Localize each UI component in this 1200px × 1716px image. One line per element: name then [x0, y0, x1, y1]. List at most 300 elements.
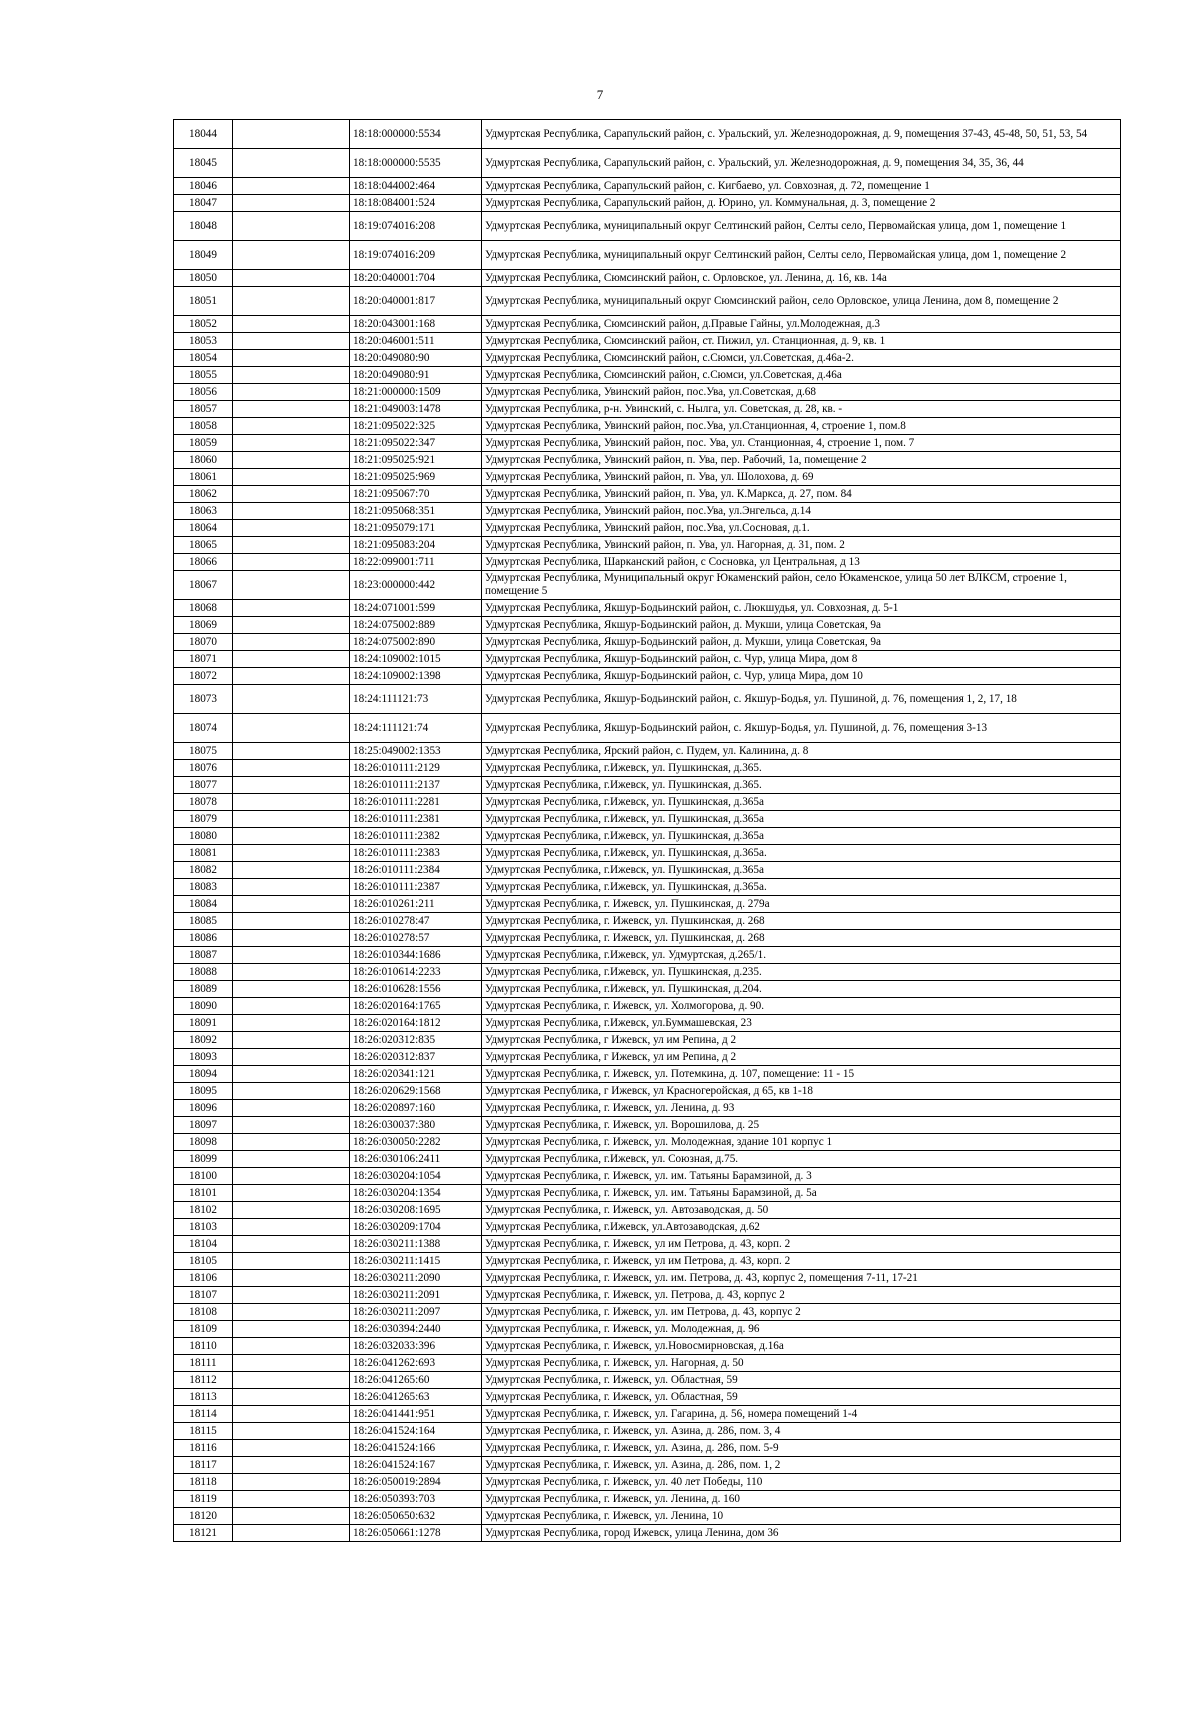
cadastral-number: 18:26:030209:1704: [350, 1219, 482, 1236]
row-number: 18053: [174, 333, 233, 350]
cadastral-number: 18:20:049080:90: [350, 350, 482, 367]
address: Удмуртская Республика, г. Ижевск, ул. им. Татьяны Барамзиной, д. 3: [482, 1168, 1121, 1185]
row-number: 18086: [174, 930, 233, 947]
cadastral-number: 18:26:030204:1054: [350, 1168, 482, 1185]
address: Удмуртская Республика, Сюмсинский район, ст. Пижил, ул. Станционная, д. 9, кв. 1: [482, 333, 1121, 350]
table-row: [174, 879, 1121, 896]
row-number: 18093: [174, 1049, 233, 1066]
row-number: 18061: [174, 469, 233, 486]
address: Удмуртская Республика, г. Ижевск, ул. Областная, 59: [482, 1372, 1121, 1389]
empty-cell: [233, 149, 350, 178]
cadastral-number: 18:18:000000:5534: [350, 120, 482, 149]
address: Удмуртская Республика, г.Ижевск, ул. Пушкинская, д.365.: [482, 760, 1121, 777]
table-row: [174, 178, 1121, 195]
address: Удмуртская Республика, г. Ижевск, ул. Молодежная, д. 96: [482, 1321, 1121, 1338]
address: Удмуртская Республика, г.Ижевск, ул. Пушкинская, д.365а: [482, 862, 1121, 879]
address: Удмуртская Республика, г.Ижевск, ул.Буммашевская, 23: [482, 1015, 1121, 1032]
row-number: 18109: [174, 1321, 233, 1338]
empty-cell: [233, 668, 350, 685]
row-number: 18044: [174, 120, 233, 149]
address: Удмуртская Республика, Якшур-Бодьинский район, с. Люкшудья, ул. Совхозная, д. 5-1: [482, 600, 1121, 617]
empty-cell: [233, 879, 350, 896]
address: Удмуртская Республика, г. Ижевск, ул. Ворошилова, д. 25: [482, 1117, 1121, 1134]
empty-cell: [233, 120, 350, 149]
cadastral-number: 18:26:010111:2383: [350, 845, 482, 862]
empty-cell: [233, 685, 350, 714]
cadastral-number: 18:26:020312:835: [350, 1032, 482, 1049]
cadastral-number: 18:26:050019:2894: [350, 1474, 482, 1491]
empty-cell: [233, 1423, 350, 1440]
row-number: 18110: [174, 1338, 233, 1355]
table-row: [174, 714, 1121, 743]
property-table: [173, 119, 1121, 1542]
row-number: 18105: [174, 1253, 233, 1270]
row-number: 18073: [174, 685, 233, 714]
row-number: 18079: [174, 811, 233, 828]
row-number: 18098: [174, 1134, 233, 1151]
address: Удмуртская Республика, г. Ижевск, ул. Ленина, д. 93: [482, 1100, 1121, 1117]
empty-cell: [233, 1134, 350, 1151]
row-number: 18096: [174, 1100, 233, 1117]
address: Удмуртская Республика, Якшур-Бодьинский район, с. Якшур-Бодья, ул. Пушиной, д. 76, помещения 1, 2, 17, 18: [482, 685, 1121, 714]
row-number: 18117: [174, 1457, 233, 1474]
table-row: [174, 743, 1121, 760]
cadastral-number: 18:26:030106:2411: [350, 1151, 482, 1168]
cadastral-number: 18:21:095025:969: [350, 469, 482, 486]
address: Удмуртская Республика, г.Ижевск, ул. Пушкинская, д.365.: [482, 777, 1121, 794]
table-row: [174, 913, 1121, 930]
row-number: 18080: [174, 828, 233, 845]
address: Удмуртская Республика, г. Ижевск, ул. Гагарина, д. 56, номера помещений 1-4: [482, 1406, 1121, 1423]
table-row: [174, 1440, 1121, 1457]
cadastral-number: 18:22:099001:711: [350, 554, 482, 571]
row-number: 18081: [174, 845, 233, 862]
cadastral-number: 18:26:010111:2382: [350, 828, 482, 845]
table-row: [174, 1202, 1121, 1219]
table-row: [174, 120, 1121, 149]
cadastral-number: 18:26:020164:1765: [350, 998, 482, 1015]
table-row: [174, 1151, 1121, 1168]
table-row: [174, 418, 1121, 435]
empty-cell: [233, 1491, 350, 1508]
cadastral-number: 18:21:095067:70: [350, 486, 482, 503]
cadastral-number: 18:21:000000:1509: [350, 384, 482, 401]
row-number: 18118: [174, 1474, 233, 1491]
empty-cell: [233, 743, 350, 760]
cadastral-number: 18:24:109002:1398: [350, 668, 482, 685]
empty-cell: [233, 651, 350, 668]
address: Удмуртская Республика, г. Ижевск, ул. Ленина, 10: [482, 1508, 1121, 1525]
cadastral-number: 18:26:010111:2137: [350, 777, 482, 794]
table-row: [174, 270, 1121, 287]
table-row: [174, 1185, 1121, 1202]
address: Удмуртская Республика, г. Ижевск, ул. Нагорная, д. 50: [482, 1355, 1121, 1372]
address: Удмуртская Республика, Увинский район, пос.Ува, ул.Станционная, 4, строение 1, пом.8: [482, 418, 1121, 435]
empty-cell: [233, 1338, 350, 1355]
table-row: [174, 1457, 1121, 1474]
empty-cell: [233, 1066, 350, 1083]
table-row: [174, 760, 1121, 777]
cadastral-number: 18:26:020312:837: [350, 1049, 482, 1066]
table-row: [174, 1508, 1121, 1525]
table-row: [174, 1389, 1121, 1406]
row-number: 18082: [174, 862, 233, 879]
address: Удмуртская Республика, Якшур-Бодьинский район, с. Якшур-Бодья, ул. Пушиной, д. 76, помещения 3-13: [482, 714, 1121, 743]
table-row: [174, 1474, 1121, 1491]
table-row: [174, 777, 1121, 794]
empty-cell: [233, 1270, 350, 1287]
empty-cell: [233, 503, 350, 520]
cadastral-number: 18:26:030211:1415: [350, 1253, 482, 1270]
table-row: [174, 1423, 1121, 1440]
row-number: 18115: [174, 1423, 233, 1440]
table-row: [174, 149, 1121, 178]
cadastral-number: 18:26:010111:2384: [350, 862, 482, 879]
row-number: 18072: [174, 668, 233, 685]
address: Удмуртская Республика, Якшур-Бодьинский район, д. Мукши, улица Советская, 9а: [482, 634, 1121, 651]
empty-cell: [233, 714, 350, 743]
table-row: [174, 1117, 1121, 1134]
row-number: 18075: [174, 743, 233, 760]
address: Удмуртская Республика, Якшур-Бодьинский район, с. Чур, улица Мира, дом 8: [482, 651, 1121, 668]
address: Удмуртская Республика, Увинский район, пос.Ува, ул.Сосновая, д.1.: [482, 520, 1121, 537]
table-row: [174, 554, 1121, 571]
table-body: [174, 120, 1121, 1542]
row-number: 18068: [174, 600, 233, 617]
empty-cell: [233, 333, 350, 350]
address: Удмуртская Республика, г. Ижевск, ул. Азина, д. 286, пом. 3, 4: [482, 1423, 1121, 1440]
table-row: [174, 964, 1121, 981]
row-number: 18120: [174, 1508, 233, 1525]
cadastral-number: 18:26:041441:951: [350, 1406, 482, 1423]
table-row: [174, 651, 1121, 668]
empty-cell: [233, 1032, 350, 1049]
row-number: 18052: [174, 316, 233, 333]
empty-cell: [233, 1525, 350, 1542]
empty-cell: [233, 600, 350, 617]
cadastral-number: 18:18:044002:464: [350, 178, 482, 195]
table-row: [174, 617, 1121, 634]
row-number: 18101: [174, 1185, 233, 1202]
row-number: 18100: [174, 1168, 233, 1185]
cadastral-number: 18:21:095079:171: [350, 520, 482, 537]
address: Удмуртская Республика, г. Ижевск, ул. Холмогорова, д. 90.: [482, 998, 1121, 1015]
address: Удмуртская Республика, г Ижевск, ул им Репина, д 2: [482, 1049, 1121, 1066]
table-row: [174, 600, 1121, 617]
address: Удмуртская Республика, г. Ижевск, ул им Петрова, д. 43, корп. 2: [482, 1253, 1121, 1270]
row-number: 18108: [174, 1304, 233, 1321]
row-number: 18085: [174, 913, 233, 930]
empty-cell: [233, 1185, 350, 1202]
address: Удмуртская Республика, Муниципальный округ Юкаменский район, село Юкаменское, улица 50 лет ВЛКСМ, строение 1, помещение 5: [482, 571, 1121, 600]
empty-cell: [233, 571, 350, 600]
address: Удмуртская Республика, г.Ижевск, ул. Пушкинская, д.365а.: [482, 845, 1121, 862]
empty-cell: [233, 794, 350, 811]
empty-cell: [233, 896, 350, 913]
table-row: [174, 537, 1121, 554]
row-number: 18119: [174, 1491, 233, 1508]
cadastral-number: 18:26:010111:2381: [350, 811, 482, 828]
table-row: [174, 981, 1121, 998]
empty-cell: [233, 634, 350, 651]
row-number: 18106: [174, 1270, 233, 1287]
row-number: 18094: [174, 1066, 233, 1083]
table-row: [174, 1134, 1121, 1151]
empty-cell: [233, 1457, 350, 1474]
cadastral-number: 18:26:041524:166: [350, 1440, 482, 1457]
cadastral-number: 18:23:000000:442: [350, 571, 482, 600]
address: Удмуртская Республика, Сюмсинский район, д.Правые Гайны, ул.Молодежная, д.3: [482, 316, 1121, 333]
empty-cell: [233, 537, 350, 554]
address: Удмуртская Республика, г Ижевск, ул Красногеройская, д 65, кв 1-18: [482, 1083, 1121, 1100]
row-number: 18067: [174, 571, 233, 600]
cadastral-number: 18:26:030037:380: [350, 1117, 482, 1134]
table-row: [174, 1066, 1121, 1083]
cadastral-number: 18:26:030394:2440: [350, 1321, 482, 1338]
empty-cell: [233, 316, 350, 333]
cadastral-number: 18:26:050393:703: [350, 1491, 482, 1508]
table-row: [174, 1321, 1121, 1338]
address: Удмуртская Республика, г.Ижевск, ул. Пушкинская, д.204.: [482, 981, 1121, 998]
address: Удмуртская Республика, г. Ижевск, ул. им. Татьяны Барамзиной, д. 5а: [482, 1185, 1121, 1202]
empty-cell: [233, 212, 350, 241]
cadastral-number: 18:26:030211:2090: [350, 1270, 482, 1287]
table-row: [174, 452, 1121, 469]
cadastral-number: 18:20:046001:511: [350, 333, 482, 350]
cadastral-number: 18:26:010261:211: [350, 896, 482, 913]
empty-cell: [233, 1304, 350, 1321]
address: Удмуртская Республика, г. Ижевск, ул. им Петрова, д. 43, корпус 2: [482, 1304, 1121, 1321]
cadastral-number: 18:26:041262:693: [350, 1355, 482, 1372]
empty-cell: [233, 617, 350, 634]
row-number: 18092: [174, 1032, 233, 1049]
cadastral-number: 18:21:095083:204: [350, 537, 482, 554]
address: Удмуртская Республика, г. Ижевск, ул. Автозаводская, д. 50: [482, 1202, 1121, 1219]
row-number: 18078: [174, 794, 233, 811]
cadastral-number: 18:26:030050:2282: [350, 1134, 482, 1151]
address: Удмуртская Республика, г. Ижевск, ул. 40 лет Победы, 110: [482, 1474, 1121, 1491]
empty-cell: [233, 469, 350, 486]
empty-cell: [233, 930, 350, 947]
row-number: 18074: [174, 714, 233, 743]
address: Удмуртская Республика, г.Ижевск, ул. Удмуртская, д.265/1.: [482, 947, 1121, 964]
empty-cell: [233, 862, 350, 879]
cadastral-number: 18:19:074016:208: [350, 212, 482, 241]
row-number: 18047: [174, 195, 233, 212]
table-row: [174, 1338, 1121, 1355]
cadastral-number: 18:26:041524:164: [350, 1423, 482, 1440]
cadastral-number: 18:21:095068:351: [350, 503, 482, 520]
empty-cell: [233, 777, 350, 794]
row-number: 18104: [174, 1236, 233, 1253]
empty-cell: [233, 947, 350, 964]
address: Удмуртская Республика, г.Ижевск, ул.Автозаводская, д.62: [482, 1219, 1121, 1236]
empty-cell: [233, 287, 350, 316]
cadastral-number: 18:20:040001:704: [350, 270, 482, 287]
empty-cell: [233, 1440, 350, 1457]
table-row: [174, 1015, 1121, 1032]
cadastral-number: 18:24:111121:74: [350, 714, 482, 743]
empty-cell: [233, 1015, 350, 1032]
empty-cell: [233, 418, 350, 435]
table-row: [174, 287, 1121, 316]
empty-cell: [233, 195, 350, 212]
empty-cell: [233, 1355, 350, 1372]
address: Удмуртская Республика, г. Ижевск, ул. Пушкинская, д. 268: [482, 913, 1121, 930]
table-row: [174, 571, 1121, 600]
table-row: [174, 1100, 1121, 1117]
empty-cell: [233, 178, 350, 195]
empty-cell: [233, 1236, 350, 1253]
cadastral-number: 18:26:050650:632: [350, 1508, 482, 1525]
empty-cell: [233, 811, 350, 828]
empty-cell: [233, 520, 350, 537]
table-row: [174, 520, 1121, 537]
cadastral-number: 18:26:010344:1686: [350, 947, 482, 964]
table-row: [174, 486, 1121, 503]
table-row: [174, 634, 1121, 651]
row-number: 18070: [174, 634, 233, 651]
cadastral-number: 18:24:071001:599: [350, 600, 482, 617]
address: Удмуртская Республика, Сюмсинский район, с. Орловское, ул. Ленина, д. 16, кв. 14а: [482, 270, 1121, 287]
row-number: 18058: [174, 418, 233, 435]
address: Удмуртская Республика, Шарканский район, с Сосновка, ул Центральная, д 13: [482, 554, 1121, 571]
address: Удмуртская Республика, г. Ижевск, ул. Потемкина, д. 107, помещение: 11 - 15: [482, 1066, 1121, 1083]
empty-cell: [233, 981, 350, 998]
cadastral-number: 18:26:030211:1388: [350, 1236, 482, 1253]
address: Удмуртская Республика, г.Ижевск, ул. Союзная, д.75.: [482, 1151, 1121, 1168]
empty-cell: [233, 1321, 350, 1338]
row-number: 18060: [174, 452, 233, 469]
table-row: [174, 1049, 1121, 1066]
row-number: 18095: [174, 1083, 233, 1100]
table-row: [174, 316, 1121, 333]
row-number: 18103: [174, 1219, 233, 1236]
table-row: [174, 998, 1121, 1015]
address: Удмуртская Республика, г. Ижевск, ул. им. Петрова, д. 43, корпус 2, помещения 7-11, 17-21: [482, 1270, 1121, 1287]
address: Удмуртская Республика, Увинский район, пос.Ува, ул.Советская, д.68: [482, 384, 1121, 401]
row-number: 18097: [174, 1117, 233, 1134]
empty-cell: [233, 367, 350, 384]
address: Удмуртская Республика, р-н. Увинский, с. Нылга, ул. Советская, д. 28, кв. -: [482, 401, 1121, 418]
empty-cell: [233, 435, 350, 452]
cadastral-number: 18:26:030204:1354: [350, 1185, 482, 1202]
cadastral-number: 18:20:040001:817: [350, 287, 482, 316]
row-number: 18056: [174, 384, 233, 401]
row-number: 18087: [174, 947, 233, 964]
row-number: 18084: [174, 896, 233, 913]
table-row: [174, 1219, 1121, 1236]
cadastral-number: 18:26:041265:63: [350, 1389, 482, 1406]
row-number: 18048: [174, 212, 233, 241]
row-number: 18076: [174, 760, 233, 777]
table-row: [174, 401, 1121, 418]
table-row: [174, 930, 1121, 947]
empty-cell: [233, 964, 350, 981]
address: Удмуртская Республика, Сарапульский район, с. Уральский, ул. Железнодорожная, д. 9, помещения 37-43, 45-48, 50, 51, 53, 54: [482, 120, 1121, 149]
cadastral-number: 18:18:000000:5535: [350, 149, 482, 178]
table-row: [174, 1236, 1121, 1253]
cadastral-number: 18:26:030208:1695: [350, 1202, 482, 1219]
table-row: [174, 1355, 1121, 1372]
address: Удмуртская Республика, город Ижевск, улица Ленина, дом 36: [482, 1525, 1121, 1542]
address: Удмуртская Республика, г. Ижевск, ул им Петрова, д. 43, корп. 2: [482, 1236, 1121, 1253]
table-row: [174, 828, 1121, 845]
table-row: [174, 195, 1121, 212]
empty-cell: [233, 1253, 350, 1270]
table-row: [174, 947, 1121, 964]
address: Удмуртская Республика, г. Ижевск, ул. Азина, д. 286, пом. 1, 2: [482, 1457, 1121, 1474]
empty-cell: [233, 913, 350, 930]
row-number: 18116: [174, 1440, 233, 1457]
empty-cell: [233, 998, 350, 1015]
address: Удмуртская Республика, Увинский район, пос. Ува, ул. Станционная, 4, строение 1, пом. 7: [482, 435, 1121, 452]
cadastral-number: 18:21:049003:1478: [350, 401, 482, 418]
row-number: 18102: [174, 1202, 233, 1219]
row-number: 18049: [174, 241, 233, 270]
row-number: 18046: [174, 178, 233, 195]
cadastral-number: 18:26:020897:160: [350, 1100, 482, 1117]
cadastral-number: 18:20:043001:168: [350, 316, 482, 333]
empty-cell: [233, 1406, 350, 1423]
row-number: 18057: [174, 401, 233, 418]
row-number: 18088: [174, 964, 233, 981]
cadastral-number: 18:20:049080:91: [350, 367, 482, 384]
address: Удмуртская Республика, г.Ижевск, ул. Пушкинская, д.365а: [482, 811, 1121, 828]
empty-cell: [233, 241, 350, 270]
address: Удмуртская Республика, Якшур-Бодьинский район, с. Чур, улица Мира, дом 10: [482, 668, 1121, 685]
address: Удмуртская Республика, г. Ижевск, ул. Азина, д. 286, пом. 5-9: [482, 1440, 1121, 1457]
cadastral-number: 18:24:075002:890: [350, 634, 482, 651]
empty-cell: [233, 1049, 350, 1066]
table-row: [174, 469, 1121, 486]
address: Удмуртская Республика, Сюмсинский район, с.Сюмси, ул.Советская, д.46а-2.: [482, 350, 1121, 367]
cadastral-number: 18:26:020629:1568: [350, 1083, 482, 1100]
row-number: 18114: [174, 1406, 233, 1423]
address: Удмуртская Республика, Сарапульский район, с. Кигбаево, ул. Совхозная, д. 72, помещение 1: [482, 178, 1121, 195]
cadastral-number: 18:18:084001:524: [350, 195, 482, 212]
cadastral-number: 18:26:030211:2097: [350, 1304, 482, 1321]
table-row: [174, 845, 1121, 862]
cadastral-number: 18:26:032033:396: [350, 1338, 482, 1355]
cadastral-number: 18:26:010111:2129: [350, 760, 482, 777]
table-row: [174, 1304, 1121, 1321]
address: Удмуртская Республика, Увинский район, п. Ува, ул. К.Маркса, д. 27, пом. 84: [482, 486, 1121, 503]
table-row: [174, 1032, 1121, 1049]
address: Удмуртская Республика, г. Ижевск, ул. Областная, 59: [482, 1389, 1121, 1406]
empty-cell: [233, 554, 350, 571]
row-number: 18099: [174, 1151, 233, 1168]
empty-cell: [233, 1202, 350, 1219]
row-number: 18121: [174, 1525, 233, 1542]
address: Удмуртская Республика, г.Ижевск, ул. Пушкинская, д.365а: [482, 828, 1121, 845]
row-number: 18050: [174, 270, 233, 287]
cadastral-number: 18:21:095025:921: [350, 452, 482, 469]
empty-cell: [233, 401, 350, 418]
table-row: [174, 350, 1121, 367]
cadastral-number: 18:21:095022:325: [350, 418, 482, 435]
cadastral-number: 18:26:010278:47: [350, 913, 482, 930]
table-row: [174, 1253, 1121, 1270]
row-number: 18045: [174, 149, 233, 178]
empty-cell: [233, 1474, 350, 1491]
row-number: 18059: [174, 435, 233, 452]
table-row: [174, 333, 1121, 350]
table-row: [174, 503, 1121, 520]
row-number: 18055: [174, 367, 233, 384]
table-row: [174, 384, 1121, 401]
row-number: 18091: [174, 1015, 233, 1032]
